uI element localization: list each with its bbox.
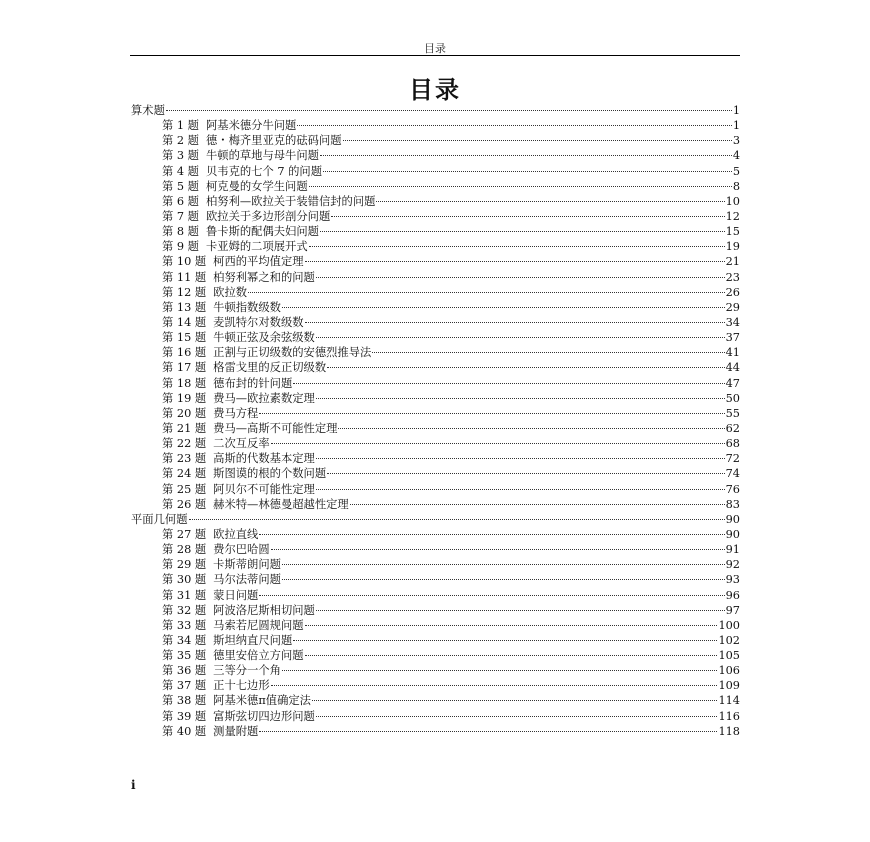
toc-entry-row[interactable] — [131, 194, 740, 209]
toc-page-number: 29 — [725, 300, 740, 314]
toc-page-number: 8 — [732, 179, 740, 193]
toc-page-number: 37 — [725, 331, 740, 345]
toc-entry-title: 正割与正切级数的安德烈推导法 — [213, 346, 372, 360]
page-title: 目录 — [409, 75, 461, 104]
toc-page-number: 102 — [718, 633, 740, 647]
toc-entry-number: 第 12 题 — [162, 285, 207, 299]
toc-entry-row[interactable] — [131, 285, 740, 300]
toc-entry-number: 第 38 题 — [162, 694, 207, 708]
toc-page-number: 26 — [725, 285, 740, 299]
dot-leader — [312, 699, 717, 701]
dot-leader — [305, 260, 725, 262]
toc-entry-title: 费尔巴哈圆 — [213, 543, 270, 557]
toc-entry-title: 德・梅齐里亚克的砝码问题 — [205, 134, 342, 148]
dot-leader — [259, 730, 717, 732]
toc-entry-row[interactable] — [131, 330, 740, 345]
toc-page-number: 1 — [732, 104, 740, 117]
toc-page-number: 3 — [732, 134, 740, 148]
toc-page-number: 55 — [725, 406, 740, 420]
toc-entry-number: 第 36 题 — [162, 664, 207, 678]
toc-entry-row[interactable] — [131, 436, 740, 451]
toc-section-row[interactable] — [131, 512, 740, 527]
dot-leader — [316, 336, 725, 338]
toc-entry-number: 第 2 题 — [162, 134, 199, 148]
toc-entry-title: 蒙日问题 — [213, 588, 259, 602]
toc-entry-number: 第 40 题 — [162, 724, 207, 738]
dot-leader — [282, 578, 725, 580]
header-rule — [130, 55, 740, 56]
dot-leader — [271, 548, 725, 550]
toc-entry-number: 第 19 题 — [162, 391, 207, 405]
toc-entry-row[interactable] — [131, 239, 740, 254]
dot-leader — [259, 412, 724, 414]
table-of-contents — [131, 103, 740, 739]
toc-entry-title: 德布封的针问题 — [213, 376, 293, 390]
toc-entry-row[interactable] — [131, 618, 740, 633]
toc-page-number: 74 — [725, 467, 740, 481]
dot-leader — [305, 624, 718, 626]
toc-entry-row[interactable] — [131, 482, 740, 497]
toc-entry-row[interactable] — [131, 588, 740, 603]
toc-page-number: 50 — [725, 391, 740, 405]
toc-entry-title: 牛顿指数级数 — [213, 300, 281, 314]
toc-section-title: 平面几何题 — [131, 512, 188, 526]
dot-leader — [271, 684, 718, 686]
toc-page-number: 62 — [725, 421, 740, 435]
toc-entry-row[interactable] — [131, 345, 740, 360]
toc-entry-title: 柯克曼的女学生问题 — [205, 179, 308, 193]
toc-page-number: 47 — [725, 376, 740, 390]
toc-entry-title: 高斯的代数基本定理 — [213, 452, 315, 466]
toc-entry-number: 第 20 题 — [162, 406, 207, 420]
toc-page-number: 19 — [725, 240, 740, 254]
toc-page-number: 91 — [725, 543, 740, 557]
dot-leader — [282, 306, 725, 308]
dot-leader — [320, 154, 732, 156]
toc-entry-number: 第 37 题 — [162, 679, 207, 693]
dot-leader — [316, 488, 725, 490]
toc-page-number: 1 — [732, 119, 740, 133]
toc-entry-number: 第 35 题 — [162, 649, 207, 663]
toc-entry-number: 第 21 题 — [162, 421, 207, 435]
toc-page-number: 96 — [725, 588, 740, 602]
toc-section-row[interactable] — [131, 103, 740, 118]
dot-leader — [293, 382, 724, 384]
dot-leader — [316, 715, 718, 717]
dot-leader — [316, 457, 725, 459]
toc-entry-number: 第 15 题 — [162, 331, 207, 345]
dot-leader — [305, 321, 725, 323]
toc-entry-number: 第 31 题 — [162, 588, 207, 602]
dot-leader — [297, 124, 731, 126]
toc-entry-number: 第 11 题 — [162, 270, 207, 284]
toc-page-number: 97 — [725, 603, 740, 617]
dot-leader — [372, 351, 724, 353]
toc-entry-row[interactable] — [131, 421, 740, 436]
toc-entry-number: 第 5 题 — [162, 179, 199, 193]
dot-leader — [259, 533, 724, 535]
toc-entry-title: 欧拉直线 — [213, 527, 259, 541]
dot-leader — [309, 185, 732, 187]
dot-leader — [327, 366, 724, 368]
toc-entry-number: 第 29 题 — [162, 558, 207, 572]
toc-entry-title: 欧拉数 — [213, 285, 248, 299]
dot-leader — [259, 594, 724, 596]
dot-leader — [338, 427, 724, 429]
toc-entry-row[interactable] — [131, 179, 740, 194]
toc-page-number: 114 — [718, 694, 740, 708]
toc-page-number: 23 — [725, 270, 740, 284]
toc-entry-title: 正十七边形 — [213, 679, 270, 693]
toc-entry-title: 麦凯特尔对数级数 — [213, 315, 304, 329]
dot-leader — [320, 230, 725, 232]
toc-page-number: 92 — [725, 558, 740, 572]
toc-page-number: 41 — [725, 346, 740, 360]
toc-entry-row[interactable] — [131, 542, 740, 557]
toc-entry-row[interactable] — [131, 451, 740, 466]
toc-page-number: 90 — [725, 512, 740, 526]
dot-leader — [282, 563, 725, 565]
toc-entry-title: 马尔法蒂问题 — [213, 573, 281, 587]
toc-entry-title: 斯坦纳直尺问题 — [213, 633, 293, 647]
toc-entry-number: 第 1 题 — [162, 119, 199, 133]
toc-entry-number: 第 17 题 — [162, 361, 207, 375]
toc-entry-row[interactable] — [131, 466, 740, 481]
toc-page-number: 116 — [718, 709, 740, 723]
toc-page-number: 5 — [732, 164, 740, 178]
toc-entry-row[interactable] — [131, 360, 740, 375]
running-header: 目录 — [424, 42, 446, 55]
toc-entry-title: 阿基米德分牛问题 — [205, 119, 297, 133]
toc-entry-title: 卡亚姆的二项展开式 — [205, 240, 308, 254]
toc-entry-title: 费马—高斯不可能性定理 — [213, 421, 338, 435]
toc-page-number: 90 — [725, 527, 740, 541]
toc-entry-number: 第 33 题 — [162, 618, 207, 632]
toc-page-number: 12 — [725, 209, 740, 223]
toc-page-number: 72 — [725, 452, 740, 466]
toc-entry-row[interactable] — [131, 148, 740, 163]
dot-leader — [248, 291, 725, 293]
toc-entry-row[interactable] — [131, 648, 740, 663]
toc-entry-number: 第 18 题 — [162, 376, 207, 390]
toc-page-number: 118 — [718, 724, 740, 738]
dot-leader — [376, 200, 724, 202]
toc-page-number: 34 — [725, 315, 740, 329]
toc-entry-title: 测量附题 — [213, 724, 259, 738]
dot-leader — [331, 215, 724, 217]
toc-entry-number: 第 6 题 — [162, 194, 199, 208]
toc-entry-row[interactable] — [131, 315, 740, 330]
dot-leader — [350, 503, 725, 505]
toc-entry-title: 德里安倍立方问题 — [213, 649, 304, 663]
toc-entry-title: 牛顿正弦及余弦级数 — [213, 331, 315, 345]
toc-page-number: 68 — [725, 437, 740, 451]
toc-entry-number: 第 24 题 — [162, 467, 207, 481]
dot-leader — [327, 472, 724, 474]
toc-entry-row[interactable] — [131, 164, 740, 179]
toc-entry-row[interactable] — [131, 557, 740, 572]
toc-entry-title: 富斯弦切四边形问题 — [213, 709, 315, 723]
toc-entry-number: 第 23 题 — [162, 452, 207, 466]
toc-entry-number: 第 7 题 — [162, 209, 199, 223]
toc-entry-row[interactable] — [131, 133, 740, 148]
toc-entry-title: 阿基米德π值确定法 — [213, 694, 311, 708]
toc-entry-number: 第 32 题 — [162, 603, 207, 617]
toc-entry-number: 第 13 题 — [162, 300, 207, 314]
toc-entry-number: 第 8 题 — [162, 225, 199, 239]
toc-entry-row[interactable] — [131, 118, 740, 133]
toc-entry-row[interactable] — [131, 224, 740, 239]
toc-page-number: 100 — [718, 618, 740, 632]
toc-entry-title: 鲁卡斯的配偶夫妇问题 — [205, 225, 319, 239]
toc-entry-row[interactable] — [131, 209, 740, 224]
toc-entry-title: 卡斯蒂朗问题 — [213, 558, 281, 572]
toc-entry-row[interactable] — [131, 693, 740, 708]
toc-page-number: 44 — [725, 361, 740, 375]
toc-entry-row[interactable] — [131, 376, 740, 391]
toc-entry-row[interactable] — [131, 724, 740, 739]
toc-entry-row[interactable] — [131, 603, 740, 618]
dot-leader — [316, 276, 725, 278]
toc-entry-title: 阿贝尔不可能性定理 — [213, 482, 315, 496]
dot-leader — [282, 669, 717, 671]
toc-entry-row[interactable] — [131, 709, 740, 724]
dot-leader — [343, 139, 732, 141]
dot-leader — [305, 654, 718, 656]
toc-entry-number: 第 28 题 — [162, 543, 207, 557]
toc-entry-title: 阿波洛尼斯相切问题 — [213, 603, 315, 617]
dot-leader — [189, 518, 725, 520]
toc-entry-row[interactable] — [131, 406, 740, 421]
toc-entry-row[interactable] — [131, 254, 740, 269]
toc-entry-title: 柏努利幂之和的问题 — [213, 270, 315, 284]
toc-entry-number: 第 27 题 — [162, 527, 207, 541]
toc-page-number: 93 — [725, 573, 740, 587]
toc-entry-number: 第 4 题 — [162, 164, 199, 178]
toc-entry-title: 柯西的平均值定理 — [213, 255, 304, 269]
toc-entry-number: 第 16 题 — [162, 346, 207, 360]
toc-page-number: 15 — [725, 225, 740, 239]
toc-page-number: 83 — [725, 497, 740, 511]
toc-entry-row[interactable] — [131, 633, 740, 648]
toc-entry-title: 欧拉关于多边形剖分问题 — [205, 209, 331, 223]
dot-leader — [316, 609, 725, 611]
toc-entry-row[interactable] — [131, 391, 740, 406]
toc-entry-row[interactable] — [131, 527, 740, 542]
toc-entry-title: 斯图谟的根的个数问题 — [213, 467, 327, 481]
dot-leader — [323, 170, 732, 172]
toc-entry-title: 费马—欧拉素数定理 — [213, 391, 315, 405]
toc-entry-number: 第 14 题 — [162, 315, 207, 329]
toc-entry-title: 二次互反率 — [213, 437, 270, 451]
toc-entry-row[interactable] — [131, 300, 740, 315]
toc-entry-title: 柏努利—欧拉关于装错信封的问题 — [205, 194, 376, 208]
toc-entry-number: 第 34 题 — [162, 633, 207, 647]
toc-entry-row[interactable] — [131, 678, 740, 693]
toc-entry-number: 第 22 题 — [162, 437, 207, 451]
toc-page-number: 4 — [732, 149, 740, 163]
toc-section-title: 算术题 — [131, 104, 165, 117]
toc-entry-row[interactable] — [131, 663, 740, 678]
toc-page-number: 21 — [725, 255, 740, 269]
toc-entry-title: 费马方程 — [213, 406, 259, 420]
dot-leader — [166, 109, 732, 111]
toc-entry-number: 第 39 题 — [162, 709, 207, 723]
dot-leader — [309, 245, 725, 247]
toc-entry-number: 第 30 题 — [162, 573, 207, 587]
toc-page-number: 109 — [718, 679, 740, 693]
dot-leader — [293, 639, 717, 641]
toc-entry-title: 三等分一个角 — [213, 664, 281, 678]
toc-entry-number: 第 25 题 — [162, 482, 207, 496]
toc-entry-number: 第 9 题 — [162, 240, 199, 254]
dot-leader — [316, 397, 725, 399]
toc-entry-title: 格雷戈里的反正切级数 — [213, 361, 327, 375]
toc-entry-title: 马索若尼圆规问题 — [213, 618, 304, 632]
toc-entry-title: 牛顿的草地与母牛问题 — [205, 149, 319, 163]
toc-page-number: 10 — [725, 194, 740, 208]
dot-leader — [271, 442, 725, 444]
toc-entry-number: 第 10 题 — [162, 255, 207, 269]
toc-page-number: 106 — [718, 664, 740, 678]
toc-entry-title: 贝韦克的七个 7 的问题 — [205, 164, 323, 178]
toc-entry-number: 第 3 题 — [162, 149, 199, 163]
page-number: i — [131, 778, 136, 792]
toc-page-number: 105 — [718, 649, 740, 663]
toc-page-number: 76 — [725, 482, 740, 496]
toc-entry-row[interactable] — [131, 270, 740, 285]
toc-entry-title: 赫米特—林德曼超越性定理 — [213, 497, 349, 511]
toc-entry-number: 第 26 题 — [162, 497, 207, 511]
toc-entry-row[interactable] — [131, 572, 740, 587]
toc-entry-row[interactable] — [131, 497, 740, 512]
